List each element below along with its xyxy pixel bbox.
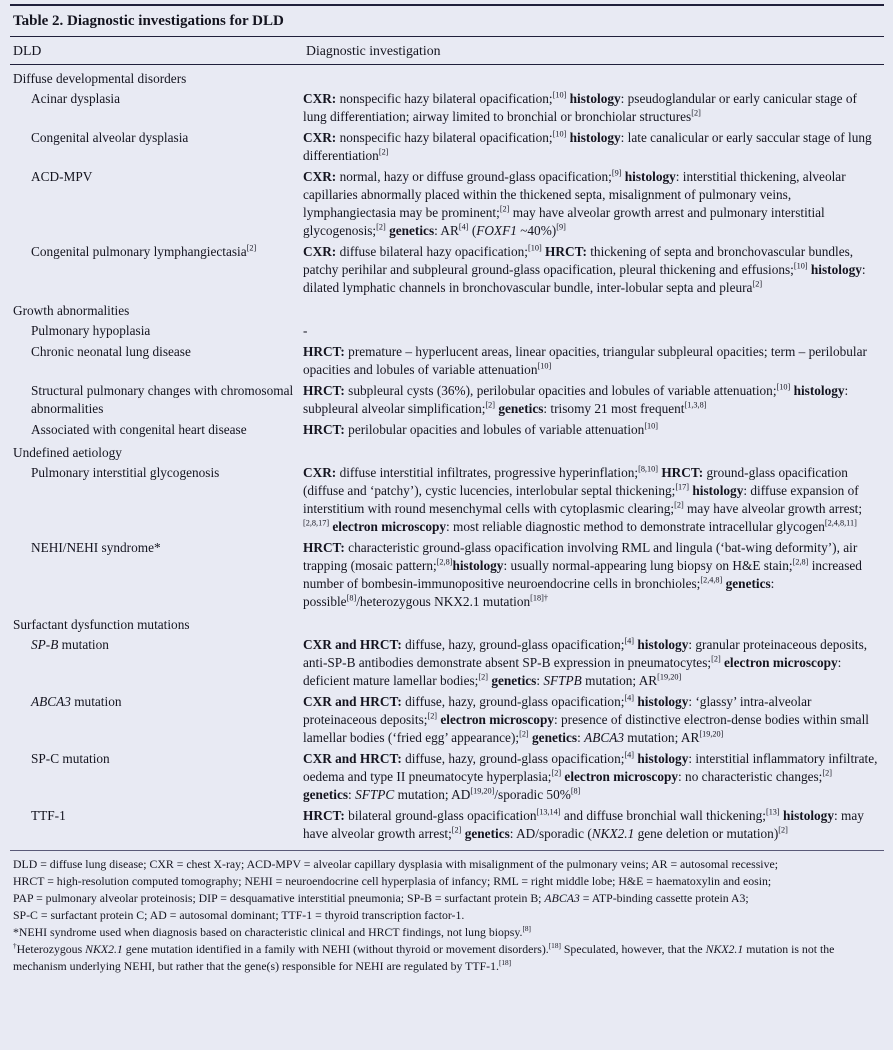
row-dld-cell: SP-C mutation [31,751,110,766]
footnote-line: SP-C = surfactant protein C; AD = autosomal dominant; TTF-1 = thyroid transcription factor-1. [13,908,465,922]
table-row [10,636,884,690]
footnote-line: †Heterozygous NKX2.1 gene mutation identified in a family with NEHI (without thyroid or movement disorders).[18] Speculated, however, that the NKX2.1 mutation is not the mechanism underlying NEHI, but rather that the gene(s) responsible for NEHI are regulated by TTF-1.[18] [13,941,835,973]
row-dld-cell: NEHI/NEHI syndrome* [31,540,161,555]
row-dld-cell: ACD-MPV [31,169,93,184]
section-header: Undefined aetiology [13,445,122,460]
row-investigation-cell: HRCT: perilobular opacities and lobules of variable attenuation[10] [303,421,659,437]
table-row [10,90,884,126]
footnote-line: *NEHI syndrome used when diagnosis based on characteristic clinical and HRCT findings, not lung biopsy.[8] [13,924,531,939]
row-investigation-cell: CXR: nonspecific hazy bilateral opacification;[10] histology: pseudoglandular or early canicular stage of lung differentiation; airway limited to bronchial or bronchiolar structures[2] [303,90,857,124]
footnotes [10,851,884,975]
row-investigation-cell: CXR: diffuse bilateral hazy opacification;[10] HRCT: thickening of septa and bronchovascular bundles, patchy perihilar and subpleural ground-glass opacification, pleural thickening and effusions;[10] histology: dilated lymphatic channels in bronchovascular bundle, inter-lobular septa and pleura[2] [303,243,866,295]
row-dld-cell: Congenital alveolar dysplasia [31,130,189,145]
table-row [10,750,884,804]
row-investigation-cell: CXR: diffuse interstitial infiltrates, progressive hyperinflation;[8,10] HRCT: ground-glass opacification (diffuse and ‘patchy’), cystic lucencies, interlobular septal thickening;[17] histology: diffuse expansion of interstitium with round mesenchymal cells with cytoplasmic clearing;[2] may have alveolar growth arrest;[2,8,17] electron microscopy: most reliable diagnostic method to demonstrate intracellular glycogen[2,4,8,11] [303,464,863,534]
row-dld-cell: Congenital pulmonary lymphangiectasia[2] [31,243,257,259]
row-investigation-cell: HRCT: subpleural cysts (36%), perilobular opacities and lobules of variable attenuation;[10] histology: subpleural alveolar simplification;[2] genetics: trisomy 21 most frequent[1,3,8] [303,382,849,416]
section-header: Surfactant dysfunction mutations [13,617,190,632]
row-dld-cell: Pulmonary interstitial glycogenosis [31,465,220,480]
row-investigation-cell: HRCT: bilateral ground-glass opacification[13,14] and diffuse bronchial wall thickening;[13] histology: may have alveolar growth arrest;[2] genetics: AD/sporadic (NKX2.1 gene deletion or mutation)[2] [303,807,864,841]
footnote-line: DLD = diffuse lung disease; CXR = chest X-ray; ACD-MPV = alveolar capillary dysplasia with misalignment of the pulmonary veins; AR = autosomal recessive; [13,857,778,871]
section-header: Growth abnormalities [13,303,130,318]
row-dld-cell: Acinar dysplasia [31,91,120,106]
table-row [10,382,884,418]
row-investigation-cell: CXR and HRCT: diffuse, hazy, ground-glass opacification;[4] histology: interstitial inflammatory infiltrate, oedema and type II pneumatocyte hyperplasia;[2] electron microscopy: no characteristic changes;[2] genetics: SFTPC mutation; AD[19,20]/sporadic 50%[8] [303,750,878,802]
table-body [10,65,884,843]
row-investigation-cell: HRCT: premature – hyperlucent areas, linear opacities, triangular subpleural opacities; term – perilobular opacities and lobules of variable attenuation[10] [303,344,867,377]
row-dld-cell: Chronic neonatal lung disease [31,344,191,359]
footnote-line: PAP = pulmonary alveolar proteinosis; DIP = desquamative interstitial pneumonia; SP-B = surfactant protein B; ABCA3 = ATP-binding cassette protein A3; [13,891,749,905]
table-row [10,168,884,240]
footnote-line: HRCT = high-resolution computed tomography; NEHI = neuroendocrine cell hyperplasia of infancy; RML = right middle lobe; H&E = haematoxylin and eosin; [13,874,772,888]
table-row [10,421,884,439]
row-investigation-cell: CXR: normal, hazy or diffuse ground-glass opacification;[9] histology: interstitial thickening, alveolar capillaries abnormally placed within the thickened septa, misalignment of pulmonary veins, lymphangiectasia may be prominent;[2] may have alveolar growth arrest and pulmonary interstitial glycogenosis;[2] genetics: AR[4] (FOXF1 ~40%)[9] [303,168,846,238]
table-row [10,807,884,843]
row-investigation-cell: CXR and HRCT: diffuse, hazy, ground-glass opacification;[4] histology: ‘glassy’ intra-alveolar proteinaceous deposits;[2] electron microscopy: presence of distinctive electron-dense bodies within small lamellar bodies (‘fried egg’ appearance);[2] genetics: ABCA3 mutation; AR[19,20] [303,693,869,745]
table-row [10,464,884,536]
table-row [10,129,884,165]
row-investigation-cell: CXR: nonspecific hazy bilateral opacification;[10] histology: late canalicular or early saccular stage of lung differentiation[2] [303,129,872,163]
row-investigation-cell: - [303,323,308,338]
table-row [10,243,884,297]
table-row [10,343,884,379]
section-header: Diffuse developmental disorders [13,71,187,86]
row-dld-cell: Structural pulmonary changes with chromosomal abnormalities [31,383,294,416]
table-row [10,322,884,340]
row-dld-cell: Pulmonary hypoplasia [31,323,151,338]
column-header-dld: DLD [13,43,42,58]
row-investigation-cell: HRCT: characteristic ground-glass opacification involving RML and lingula (‘bat-wing deformity’), air trapping (mosaic pattern;[2,8]histology: usually normal-appearing lung biopsy on H&E stain;[2,8] increased number of bombesin-immunopositive neuroendocrine cells in bronchioles;[2,4,8] genetics: possible[8]/heterozygous NKX2.1 mutation$^{[18]\dagger}$ [303,540,862,609]
row-investigation-cell: CXR and HRCT: diffuse, hazy, ground-glass opacification;[4] histology: granular proteinaceous deposits, anti-SP-B antibodies demonstrate absent SP-B expression in pneumatocytes;[2] electron microscopy: deficient mature lamellar bodies;[2] genetics: SFTPB mutation; AR[19,20] [303,636,868,688]
table-row [10,693,884,747]
table-header-row [10,37,884,64]
table-title: Table 2. Diagnostic investigations for DLD [13,13,284,29]
row-dld-cell: SP-B mutation [31,637,109,652]
row-dld-cell: TTF-1 [31,808,66,823]
row-dld-cell: ABCA3 mutation [31,694,122,709]
column-header-diagnostic-investigation: Diagnostic investigation [306,43,441,58]
row-dld-cell: Associated with congenital heart disease [31,422,247,437]
table-row [10,539,884,611]
